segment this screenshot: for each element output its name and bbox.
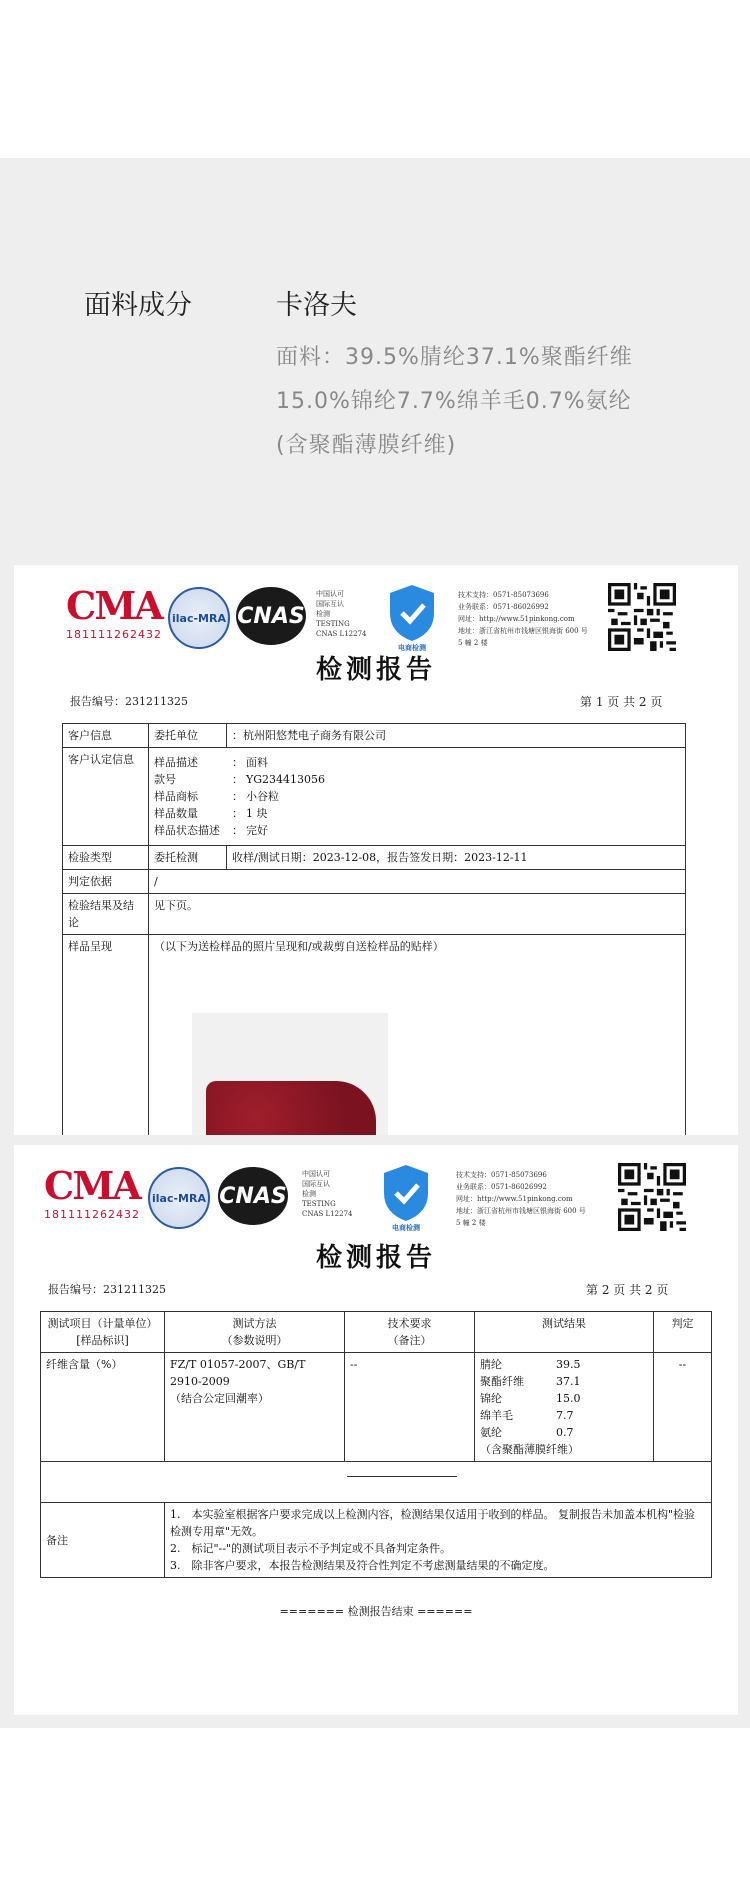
report-header-logos: [66, 579, 686, 657]
cnas-logo: CNAS: [236, 587, 306, 645]
row-value: /: [149, 870, 686, 894]
notes-label: 备注: [41, 1503, 165, 1578]
contact-info: 技术支持：0571-85073696 业务联系：0571-86026992 网址：http://www.51pinkong.com 地址：浙江省杭州市钱塘区银海街 600 号 5 幢 2 楼: [458, 591, 588, 647]
ecommerce-testing-shield-icon: [380, 1163, 432, 1223]
report-page-1: [14, 565, 738, 1135]
cma-logo: [66, 583, 162, 641]
certification-text: 中国认可 国际互认 检测 TESTING CNAS L12274: [302, 1170, 353, 1218]
row-label: 判定依据: [63, 870, 149, 894]
sample-details: 样品描述 ： 面料 款号 ： YG234413056 样品商标 ： 小谷粒 样品数量 ： 1 块 样品状态描述 ： 完好: [149, 748, 686, 846]
table-row: [41, 1503, 712, 1578]
report-title: 检测报告: [315, 1243, 436, 1273]
test-item: 纤维含量（%）: [41, 1353, 165, 1462]
row-value: 见下页。: [149, 894, 686, 935]
qr-code-icon: [618, 1163, 686, 1231]
col-header-method: 测试方法 （参数说明）: [165, 1312, 345, 1353]
cma-letters: CMA: [66, 583, 162, 628]
table-row: [41, 1462, 712, 1503]
col-header-requirement: 技术要求 （备注）: [345, 1312, 475, 1353]
fabric-composition: [276, 336, 696, 468]
table-row: [63, 724, 686, 748]
fabric-name: 卡洛夫: [276, 290, 357, 321]
ilac-mra-logo: ilac-MRA: [148, 1167, 210, 1229]
divider: [347, 1476, 457, 1477]
cma-logo: [44, 1163, 140, 1221]
table-header-row: [41, 1312, 712, 1353]
fabric-swatch: [206, 1081, 376, 1135]
composition-line: 面料：39.5%腈纶37.1%聚酯纤维: [276, 345, 633, 370]
qr-code-icon: [608, 583, 676, 651]
row-key: 委托单位: [149, 724, 227, 748]
table-row: [63, 870, 686, 894]
fabric-section-label: 面料成分: [84, 290, 192, 321]
report-header-logos: [44, 1159, 704, 1237]
row-value: ：杭州阳悠梵电子商务有限公司: [227, 724, 686, 748]
row-label: 客户信息: [63, 724, 149, 748]
page-number: 第 1 页 共 2 页: [580, 695, 663, 709]
table-row: [63, 846, 686, 870]
row-label: 检验结果及结论: [63, 894, 149, 935]
ilac-mra-logo: ilac-MRA: [168, 587, 230, 649]
notes-content: 1. 本实验室根据客户要求完成以上检测内容，检测结果仅适用于收到的样品。 复制报告未加盖本机构"检验检测专用章"无效。 2. 标记"--"的测试项目表示不予判定或不具备判定条件。 3. 除非客户要求，本报告检测结果及符合性判定不考虑测量结果的不确定度。: [165, 1503, 712, 1578]
shield-label: 电商检测: [398, 644, 426, 652]
sample-photo: [192, 1013, 388, 1135]
table-row: [63, 894, 686, 935]
cnas-logo: CNAS: [218, 1167, 288, 1225]
row-value: 收样/测试日期：2023-12-08，报告签发日期：2023-12-11: [227, 846, 686, 870]
row-label: 客户认定信息: [63, 748, 149, 846]
cma-letters: CMA: [44, 1163, 140, 1208]
page-number: 第 2 页 共 2 页: [586, 1283, 669, 1297]
certification-text: 中国认可 国际互认 检测 TESTING CNAS L12274: [316, 590, 367, 638]
row-key: 委托检测: [149, 846, 227, 870]
row-label: 检验类型: [63, 846, 149, 870]
cma-number: 181111262432: [44, 1208, 140, 1221]
composition-line: 15.0%锦纶7.7%绵羊毛0.7%氨纶: [276, 389, 632, 414]
blank-row: [41, 1462, 712, 1503]
report-number: 报告编号：231211325: [48, 1283, 166, 1296]
report-end-marker: ======= 检测报告结束 ======: [279, 1605, 473, 1618]
test-method: FZ/T 01057-2007、GB/T 2910-2009 （结合公定回潮率）: [165, 1353, 345, 1462]
test-judgement: --: [654, 1353, 712, 1462]
shield-label: 电商检测: [392, 1224, 420, 1232]
row-label: 样品呈现: [63, 935, 149, 1136]
col-header-result: 测试结果: [475, 1312, 654, 1353]
test-results-table: [40, 1311, 712, 1578]
cma-number: 181111262432: [66, 628, 162, 641]
table-row: [63, 748, 686, 846]
report-title: 检测报告: [315, 655, 436, 685]
test-requirement: --: [345, 1353, 475, 1462]
report-number: 报告编号：231211325: [70, 695, 188, 708]
test-results: 腈纶 39.5 聚酯纤维 37.1 锦纶 15.0 绵羊毛 7.7 氨纶 0.7 （含聚酯薄膜纤维）: [475, 1353, 654, 1462]
col-header-judgement: 判定: [654, 1312, 712, 1353]
table-row: [41, 1353, 712, 1462]
row-value: （以下为送检样品的照片呈现和/或裁剪自送检样品的贴样）: [149, 935, 686, 1136]
col-header-item: 测试项目（计量单位） [样品标识]: [41, 1312, 165, 1353]
ecommerce-testing-shield-icon: [386, 583, 438, 643]
contact-info: 技术支持：0571-85073696 业务联系：0571-86026992 网址：http://www.51pinkong.com 地址：浙江省杭州市钱塘区银海街 600 号 5 幢 2 楼: [456, 1171, 586, 1227]
report-page-2: [14, 1145, 738, 1715]
composition-line: (含聚酯薄膜纤维): [276, 433, 457, 458]
